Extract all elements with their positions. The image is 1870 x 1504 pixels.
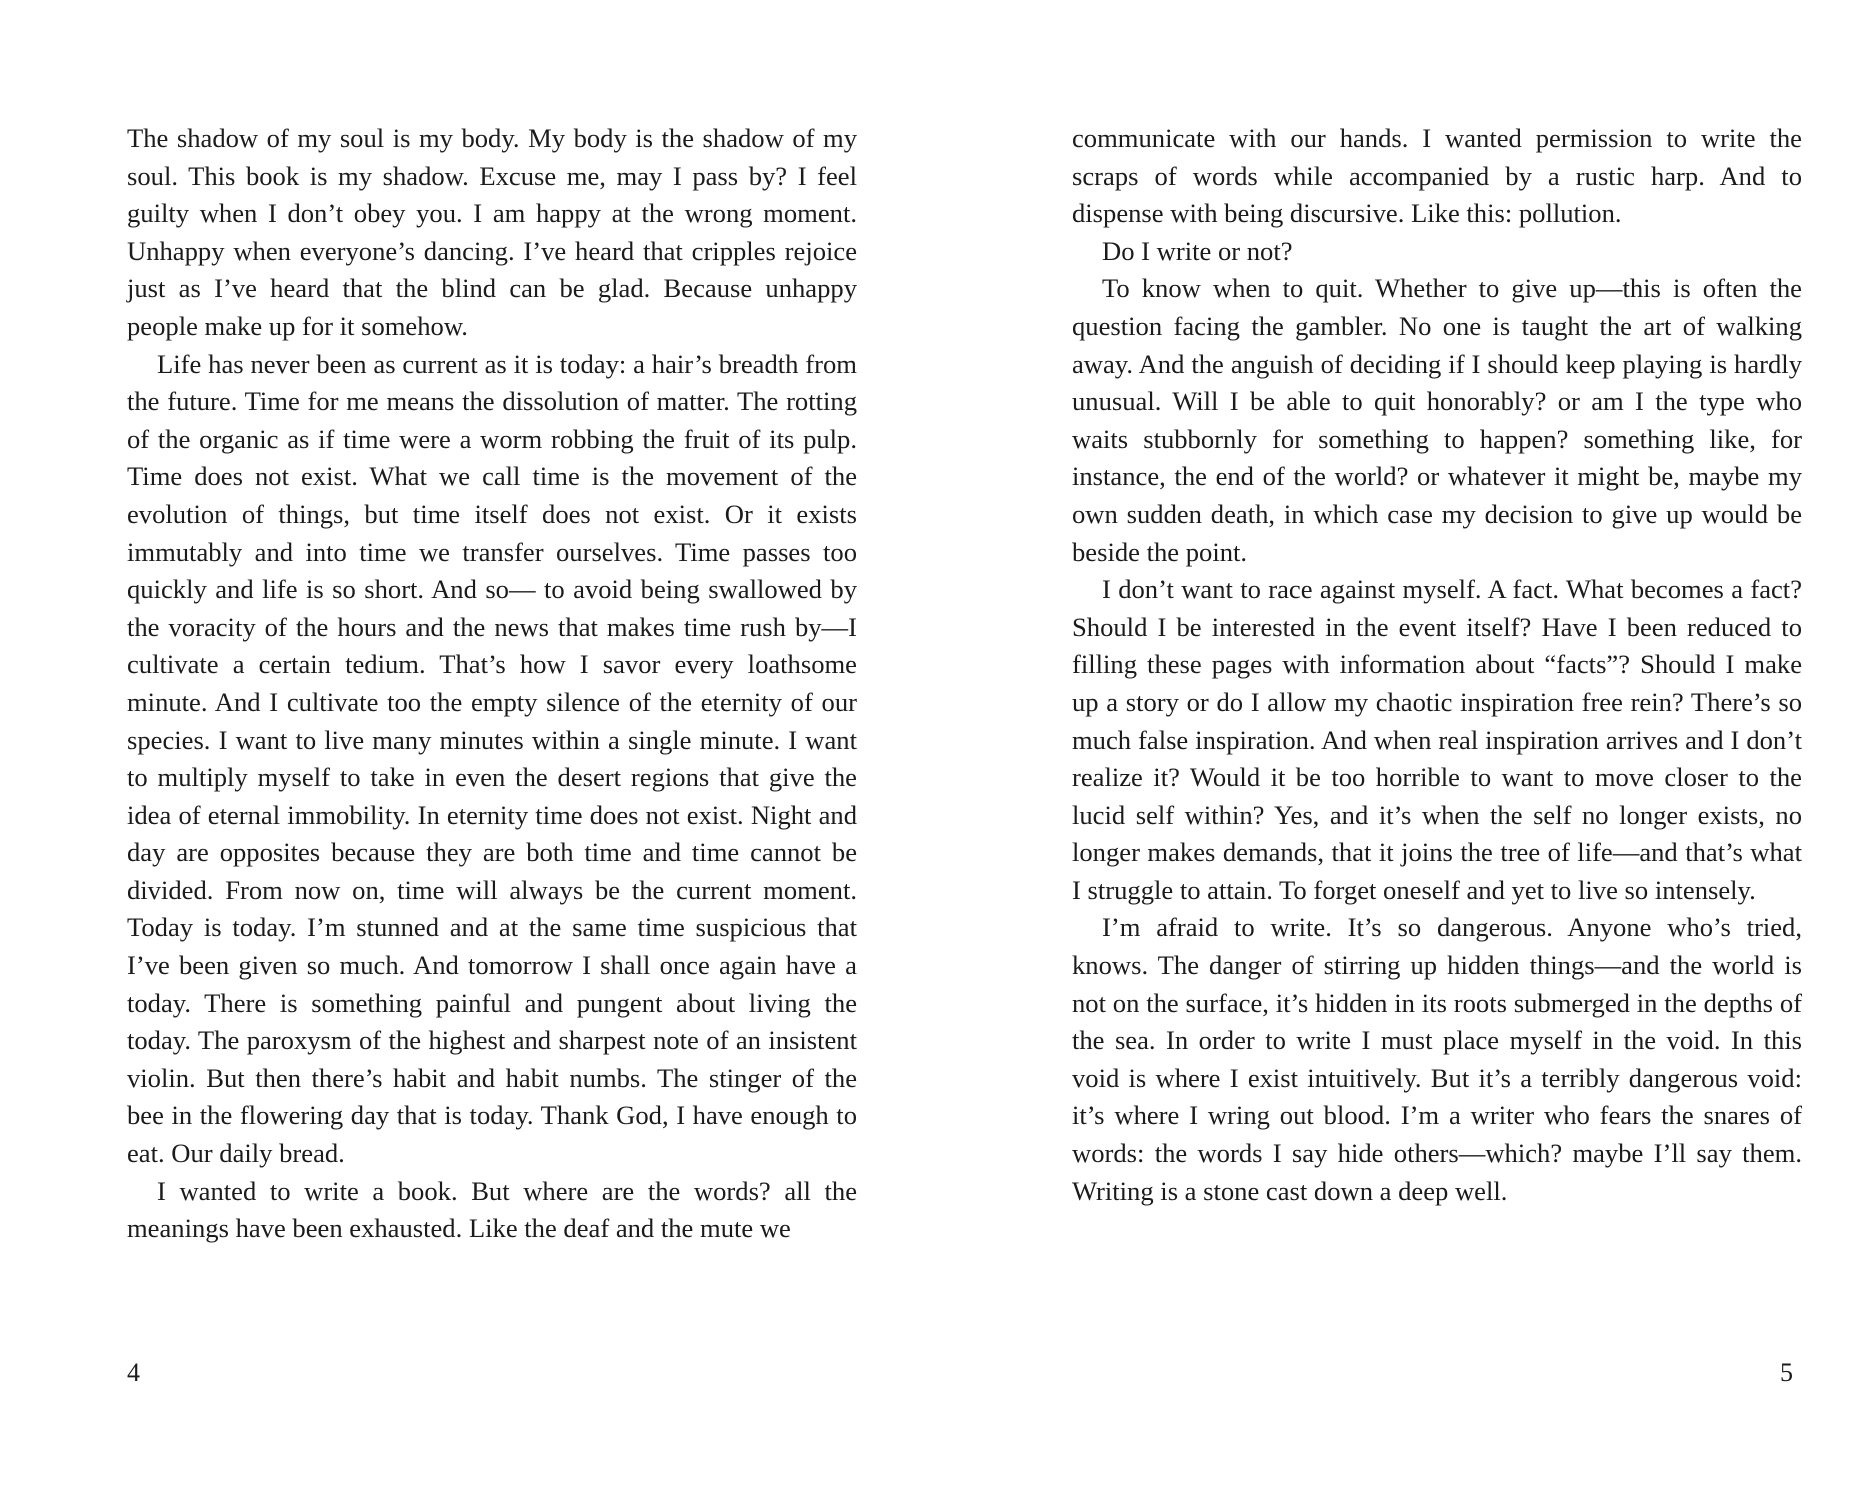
paragraph: The shadow of my soul is my body. My body is the shadow of my soul. This book is my shadow. Excuse me, may I pass by? I feel guilty when I don’t obey you. I am happy at the wrong moment. Unhappy when everyone’s dancing. I’ve heard that cripples rejoice just as I’ve heard that the blind can be glad. Because unhappy people make up for it somehow.: [127, 123, 857, 341]
paragraph: communicate with our hands. I wanted permission to write the scraps of words while accompanied by a rustic harp. And to dispense with being discursive. Like this: pollution.: [1072, 123, 1802, 229]
paragraph: To know when to quit. Whether to give up—this is often the question facing the gambler. No one is taught the art of walking away. And the anguish of deciding if I should keep playing is hardly unusual. Will I be able to quit honorably? or am I the type who waits stubbornly for something to happen? something like, for instance, the end of the world? or whatever it might be, maybe my own sudden death, in which case my decision to give up would be beside the point.: [1072, 273, 1802, 567]
paragraph: I wanted to write a book. But where are the words? all the meanings have been exhausted. Like the deaf and the mute we: [127, 1175, 857, 1244]
paragraph: I don’t want to race against myself. A fact. What becomes a fact? Should I be interested in the event itself? Have I been reduced to filling these pages with information about “facts”? Should I make up a story or do I allow my chaotic inspiration free rein? There’s so much false inspiration. And when real inspiration arrives and I don’t realize it? Would it be too horrible to want to move closer to the lucid self within? Yes, and it’s when the self no longer exists, no longer makes demands, that it joins the tree of life—and that’s what I struggle to attain. To forget oneself and yet to live so intensely.: [1072, 574, 1802, 905]
page-number-right: 5: [1780, 1358, 1793, 1387]
paragraph: Life has never been as current as it is today: a hair’s breadth from the future. Time for me means the dissolution of matter. The rotting of the organic as if time were a worm robbing the fruit of its pulp. Time does not exist. What we call time is the movement of the evolution of things, but time itself does not exist. Or it exists immutably and into time we transfer ourselves. Time passes too quickly and life is so short. And so— to avoid being swallowed by the voracity of the hours and the news that makes time rush by—I cultivate a certain tedium. That’s how I savor every loathsome minute. And I cultivate too the empty silence of the eternity of our species. I want to live many minutes within a single minute. I want to multiply myself to take in even the desert regions that give the idea of eternal immobility. In eternity time does not exist. Night and day are opposites because they are both time and time cannot be divided. From now on, time will always be the current moment. Today is today. I’m stunned and at the same time suspicious that I’ve been given so much. And tomorrow I shall once again have a today. There is something painful and pungent about living the today. The paroxysm of the highest and sharpest note of an insistent violin. But then there’s habit and habit numbs. The stinger of the bee in the flowering day that is today. Thank God, I have enough to eat. Our daily bread.: [127, 348, 857, 1169]
page-number-left: 4: [127, 1358, 140, 1387]
paragraph: Do I write or not?: [1102, 235, 1293, 266]
paragraph: I’m afraid to write. It’s so dangerous. Anyone who’s tried, knows. The danger of stirring up hidden things—and the world is not on the surface, it’s hidden in its roots submerged in the depths of the sea. In order to write I must place myself in the void. In this void is where I exist intuitively. But it’s a terribly dangerous void: it’s where I wring out blood. I’m a writer who fears the snares of words: the words I say hide others—which? maybe I’ll say them. Writing is a stone cast down a deep well.: [1072, 912, 1802, 1206]
right-page: [1072, 120, 1802, 1210]
left-page: [127, 120, 857, 1248]
